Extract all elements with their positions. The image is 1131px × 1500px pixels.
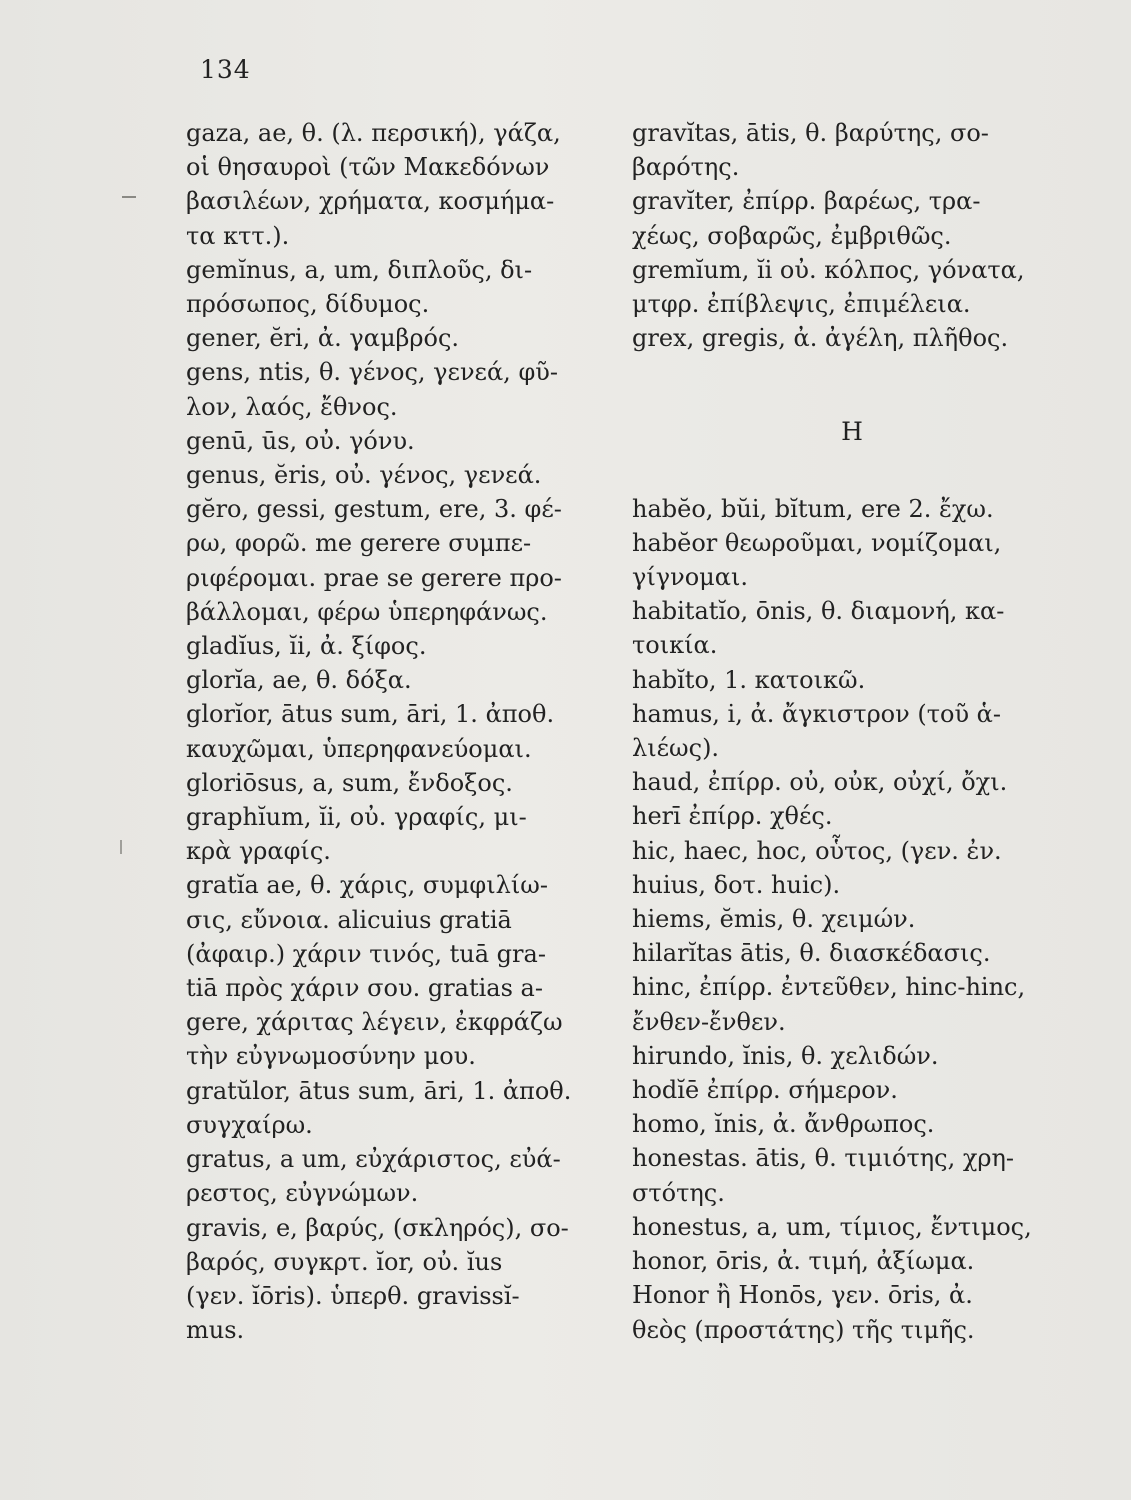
entry-continuation-line: κρὰ γραφίς. xyxy=(186,837,331,866)
entry-continuation-line: βαρός, συγκρτ. ĭor, οὐ. ĭus xyxy=(186,1247,503,1276)
dictionary-entry xyxy=(632,834,1072,902)
entry-headword-line: honestas. ātis, θ. τιμιότης, χρη- xyxy=(632,1144,1014,1173)
dictionary-entry xyxy=(632,936,1072,970)
dictionary-entry xyxy=(186,800,610,868)
dictionary-entry xyxy=(632,253,1072,321)
entry-continuation-line: huius, δοτ. huic). xyxy=(632,870,841,899)
dictionary-entry xyxy=(186,355,610,423)
entry-continuation-line: καυχῶμαι, ὑπερηφανεύομαι. xyxy=(186,734,532,763)
dictionary-entry xyxy=(632,697,1072,765)
entry-headword-line: gener, ĕri, ἀ. γαμβρός. xyxy=(186,324,460,353)
entry-continuation-line: ἔνθεν-ἔνθεν. xyxy=(632,1007,786,1036)
entry-continuation-line: mus. xyxy=(186,1316,245,1345)
dictionary-entry xyxy=(632,902,1072,936)
dictionary-entry xyxy=(632,1244,1072,1278)
entry-headword-line: gemĭnus, a, um, διπλοῦς, δι- xyxy=(186,255,533,284)
entry-continuation-line: μτφρ. ἐπίβλεψις, ἐπιμέλεια. xyxy=(632,290,971,319)
entry-headword-line: gaza, ae, θ. (λ. περσική), γάζα, xyxy=(186,119,561,147)
entry-continuation-line: gere, χάριτας λέγειν, ἐκφράζω xyxy=(186,1008,563,1037)
entry-headword-line: honestus, a, um, τίμιος, ἔντιμος, xyxy=(632,1212,1032,1241)
entry-headword-line: hirundo, ĭnis, θ. χελιδών. xyxy=(632,1041,939,1070)
entry-headword-line: glorĭor, ātus sum, āri, 1. ἀποθ. xyxy=(186,700,555,729)
dictionary-entry xyxy=(186,1211,610,1348)
entry-headword-line: homo, ĭnis, ἀ. ἄνθρωπος. xyxy=(632,1110,935,1139)
entry-headword-line: gratŭlor, ātus sum, āri, 1. ἀποθ. xyxy=(186,1076,572,1105)
dictionary-entry xyxy=(186,492,610,629)
margin-mark xyxy=(120,840,122,854)
entry-headword-line: gravis, e, βαρύς, (σκληρός), σο- xyxy=(186,1213,569,1242)
dictionary-entry xyxy=(632,1073,1072,1107)
dictionary-entry xyxy=(632,1107,1072,1141)
entry-headword-line: haud, ἐπίρρ. οὐ, οὐκ, οὐχί, ὄχι. xyxy=(632,768,1008,797)
entry-continuation-line: στότης. xyxy=(632,1178,725,1207)
dictionary-entry xyxy=(186,321,610,355)
entry-headword-line: hiems, ĕmis, θ. χειμών. xyxy=(632,905,916,934)
entry-headword-line: herī ἐπίρρ. χθές. xyxy=(632,802,833,831)
entry-headword-line: honor, ōris, ἀ. τιμή, ἀξίωμα. xyxy=(632,1247,975,1276)
dictionary-entry xyxy=(186,1074,610,1142)
entry-continuation-line: τὴν εὐγνωμοσύνην μου. xyxy=(186,1042,476,1071)
entry-continuation-line: σις, εὔνοια. alicuius gratiā xyxy=(186,905,512,934)
entry-continuation-line: λιέως). xyxy=(632,734,720,763)
entry-continuation-line: tiā πρὸς χάριν σου. gratias a- xyxy=(186,974,543,1003)
dictionary-entry xyxy=(632,492,1072,526)
entry-headword-line: gremĭum, ĭi οὐ. κόλπος, γόνατα, xyxy=(632,255,1025,284)
entry-headword-line: Honor ἢ Honōs, γεν. ōris, ἀ. xyxy=(632,1281,973,1310)
dictionary-entry xyxy=(632,799,1072,833)
dictionary-entry xyxy=(632,1141,1072,1209)
dictionary-entry xyxy=(632,1210,1072,1244)
dictionary-entry xyxy=(186,697,610,765)
dictionary-entry xyxy=(632,116,1072,184)
dictionary-entry xyxy=(632,321,1072,355)
section-heading: H xyxy=(841,417,863,447)
entry-headword-line: gladĭus, ĭi, ἀ. ξίφος. xyxy=(186,632,427,661)
dictionary-entry xyxy=(632,663,1072,697)
entry-headword-line: gĕro, gessi, gestum, ere, 3. φέ- xyxy=(186,495,562,524)
entry-continuation-line: ρω, φορῶ. me gerere συμπε- xyxy=(186,529,532,558)
entry-continuation-line: βασιλέων, χρήματα, κοσμήμα- xyxy=(186,187,555,216)
dictionary-entry xyxy=(632,1278,1072,1346)
dictionary-entry xyxy=(186,1142,610,1210)
entry-headword-line: hodĭē ἐπίρρ. σήμερον. xyxy=(632,1076,898,1105)
entry-headword-line: glorĭa, ae, θ. δόξα. xyxy=(186,666,412,695)
entry-continuation-line: βάλλομαι, φέρω ὑπερηφάνως. xyxy=(186,597,548,626)
entry-continuation-line: ριφέρομαι. prae se gerere προ- xyxy=(186,563,562,592)
dictionary-entry xyxy=(186,868,610,1073)
entry-continuation-line: χέως, σοβαρῶς, ἐμβριθῶς. xyxy=(632,221,952,250)
entry-headword-line: habitatĭo, ōnis, θ. διαμονή, κα- xyxy=(632,597,1005,626)
entry-continuation-line: (γεν. ĭōris). ὑπερθ. gravissĭ- xyxy=(186,1281,520,1310)
dictionary-entry xyxy=(632,526,1072,594)
entry-headword-line: hinc, ἐπίρρ. ἐντεῦθεν, hinc-hinc, xyxy=(632,973,1026,1002)
entry-headword-line: genus, ĕris, οὐ. γένος, γενεά. xyxy=(186,461,542,490)
dictionary-entry xyxy=(632,184,1072,252)
entry-headword-line: gravĭtas, ātis, θ. βαρύτης, σο- xyxy=(632,119,989,147)
entry-headword-line: habĭto, 1. κατοικῶ. xyxy=(632,665,866,694)
dictionary-entry xyxy=(186,116,610,253)
left-column xyxy=(186,116,610,1347)
entry-headword-line: gloriōsus, a, sum, ἔνδοξος. xyxy=(186,768,513,797)
dictionary-entry xyxy=(632,970,1072,1038)
dictionary-entry xyxy=(186,629,610,663)
entry-headword-line: grex, gregis, ἀ. ἀγέλη, πλῆθος. xyxy=(632,324,1009,353)
entry-headword-line: hic, haec, hoc, οὗτος, (γεν. ἐν. xyxy=(632,836,1002,865)
entry-continuation-line: γίγνομαι. xyxy=(632,563,748,592)
right-column xyxy=(632,116,1072,1347)
entry-continuation-line: τοικία. xyxy=(632,631,718,660)
entry-continuation-line: τα κττ.). xyxy=(186,221,290,250)
entry-headword-line: hilarĭtas ātis, θ. διασκέδασις. xyxy=(632,939,991,968)
entry-headword-line: habĕo, bŭi, bĭtum, ere 2. ἔχω. xyxy=(632,494,994,523)
dictionary-entry xyxy=(186,458,610,492)
right-column-g-entries xyxy=(632,116,1072,355)
margin-mark xyxy=(122,196,136,198)
entry-continuation-line: θεὸς (προστάτης) τῆς τιμῆς. xyxy=(632,1315,975,1344)
entry-continuation-line: πρόσωπος, δίδυμος. xyxy=(186,290,430,319)
entry-headword-line: gratĭa ae, θ. χάρις, συμφιλίω- xyxy=(186,871,548,900)
entry-headword-line: graphĭum, ĭi, οὐ. γραφίς, μι- xyxy=(186,803,527,832)
entry-continuation-line: οἱ θησαυροὶ (τῶν Μακεδόνων xyxy=(186,153,550,182)
entry-headword-line: gratus, a um, εὐχάριστος, εὐά- xyxy=(186,1145,561,1174)
page-number: 134 xyxy=(200,55,251,84)
entry-headword-line: hamus, i, ἀ. ἄγκιστρον (τοῦ ἁ- xyxy=(632,699,1001,728)
entry-continuation-line: ρεστος, εὐγνώμων. xyxy=(186,1179,419,1208)
entry-continuation-line: βαρότης. xyxy=(632,153,740,182)
dictionary-entry xyxy=(186,424,610,458)
entry-continuation-line: λον, λαός, ἔθνος. xyxy=(186,392,398,421)
right-column-h-entries xyxy=(632,492,1072,1347)
dictionary-entry xyxy=(632,765,1072,799)
dictionary-entry xyxy=(186,663,610,697)
entry-continuation-line: συγχαίρω. xyxy=(186,1110,313,1139)
dictionary-entry xyxy=(186,253,610,321)
entry-headword-line: gens, ntis, θ. γένος, γενεά, φῦ- xyxy=(186,358,558,387)
entry-continuation-line: (ἀφαιρ.) χάριν τινός, tuā gra- xyxy=(186,939,546,968)
dictionary-entry xyxy=(186,766,610,800)
dictionary-entry xyxy=(632,1039,1072,1073)
dictionary-entry xyxy=(632,594,1072,662)
entry-headword-line: genū, ūs, οὐ. γόνυ. xyxy=(186,426,415,455)
entry-headword-line: gravĭter, ἐπίρρ. βαρέως, τρα- xyxy=(632,187,981,216)
entry-headword-line: habĕor θεωροῦμαι, νομίζομαι, xyxy=(632,528,1002,557)
